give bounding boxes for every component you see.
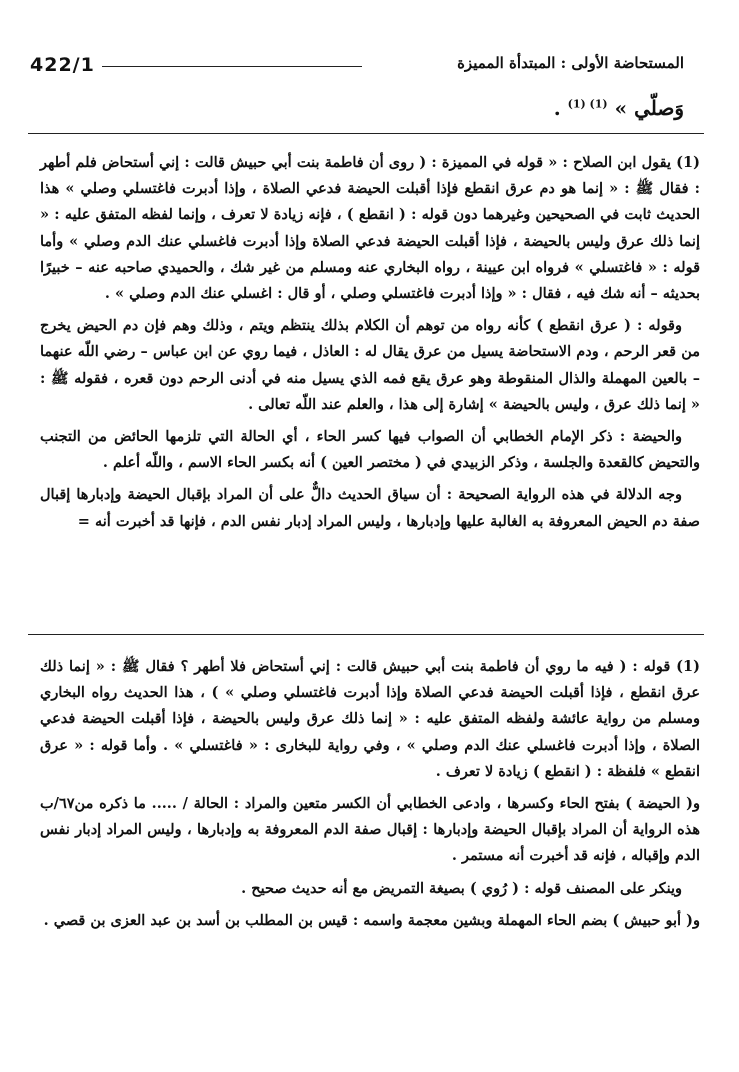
footnote-4: و( أبو حبيش ) بضم الحاء المهملة وبشين معجمة واسمه : قيس بن المطلب بن أسد بن عبد العزى بن قصي . bbox=[43, 911, 700, 929]
footnote-separator bbox=[28, 634, 704, 635]
continuation-end: . bbox=[553, 96, 568, 120]
commentary-paragraph-1: (1) يقول ابن الصلاح : « قوله في المميزة : ( روى أن فاطمة بنت أبي حبيش قالت : إني أستحاض فلم أطهر : فقال ﷺ : « إنما هو دم عرق انقطع فإذا أقبلت الحيضة فدعي الصلاة ، وإذا أدبرت فاغتسلي وصلي » هذا الحديث ثابت في الصحيحين وغيرهما دون قوله : ( انقطع ) ، فإنه زيادة لا تعرف ، وإنما لفظه المتفق عليه : « إنما ذلك عرق وليس بالحيضة ، فإذا أقبلت الحيضة فدعي الصلاة وإذا أدبرت فاغسلي عنك الدم وصلي » وأما قوله : « فاغتسلي » فرواه ابن عيينة ، رواه البخاري عنه ومسلم من غير شك ، والحميدي صاحبه عنه – خبيرًا بحديثه – أنه شك فيه ، فقال : « وإذا أدبرت فاغتسلي وصلي ، أو قال : اغسلي عنك الدم وصلي » . bbox=[40, 154, 700, 303]
continuation-text: وَصلّي » bbox=[607, 96, 684, 120]
commentary-paragraph-3: والحيضة : ذكر الإمام الخطابي أن الصواب فيها كسر الحاء ، أي الحالة التي تلزمها الحائض من التجنب والتحيض كالقعدة والجلسة ، وذكر الزبيدي في ( مختصر العين ) أنه بكسر الحاء الاسم ، واللّه أعلم . bbox=[40, 428, 700, 472]
footnote-marks: (1) (1) bbox=[567, 97, 608, 111]
footnote-2: و( الحيضة ) بفتح الحاء وكسرها ، وادعى الخطابي أن الكسر متعين والمراد : الحالة / ..... ما ذكره من٦٧/ب هذه الرواية أن المراد بإقبال الحيضة وإدبارها : إقبال صفة الدم المعروفة به وإدبارها ، وليس المراد إدبار نفس الدم وإقباله ، فإنه قد أخبرت أنه مستمر . bbox=[40, 795, 700, 865]
running-title: المستحاضة الأولى : المبتدأة المميزة bbox=[457, 54, 684, 72]
commentary-block bbox=[40, 150, 700, 535]
footnote-3: وينكر على المصنف قوله : ( رُوي ) بصيغة التمريض مع أنه حديث صحيح . bbox=[241, 879, 682, 897]
commentary-separator bbox=[28, 133, 704, 134]
header-rule bbox=[102, 66, 362, 67]
commentary-paragraph-2: وقوله : ( عرق انقطع ) كأنه رواه من توهم أن الكلام بذلك ينتظم ويتم ، وذلك وهم فإن دم الحيض يخرج من قعر الرحم ، ودم الاستحاضة يسيل من عرق يقال له : العاذل ، فيما روي عن ابن عباس – رضي اللّه عنهما – بالعين المهملة والذال المنقوطة وهو عرق يقع فمه الذي يسيل منه في أدنى الرحم دون قعره ، فقوله ﷺ : « إنما ذلك عرق ، وليس بالحيضة » إشارة إلى هذا ، والعلم عند اللّه تعالى . bbox=[40, 317, 700, 413]
page-number: 422/1 bbox=[30, 54, 95, 76]
footnote-1: (1) قوله : ( فيه ما روي أن فاطمة بنت أبي حبيش قالت : إني أستحاض فلا أطهر ؟ فقال ﷺ : « إنما ذلك عرق انقطع ، فإذا أقبلت الحيضة فدعي الصلاة وإذا أدبرت فاغتسلي وصلي » ) ، هذا الحديث رواه البخاري ومسلم من رواية عائشة ولفظه المتفق عليه : « إنما ذلك عرق وليس بالحيضة ، فإذا أقبلت الحيضة فدعي الصلاة ، وإذا أدبرت فاغسلي عنك الدم وصلي » ، وفي رواية للبخارى : « فاغتسلي » . وأما قوله : « عرق انقطع » فلفظة : ( انقطع ) زيادة لا تعرف . bbox=[40, 658, 700, 780]
page-header bbox=[30, 54, 684, 86]
footnote-block bbox=[40, 654, 700, 934]
commentary-paragraph-4: وجه الدلالة في هذه الرواية الصحيحة : أن سياق الحديث دالٌّ على أن المراد بإقبال الحيضة وإدبارها إقبال صفة دم الحيض المعروفة به الغالبة عليها وإدبارها ، وليس المراد إدبار نفس الدم ، فإنها قد أخبرت أنه = bbox=[40, 486, 700, 530]
continuation-line bbox=[84, 96, 684, 120]
